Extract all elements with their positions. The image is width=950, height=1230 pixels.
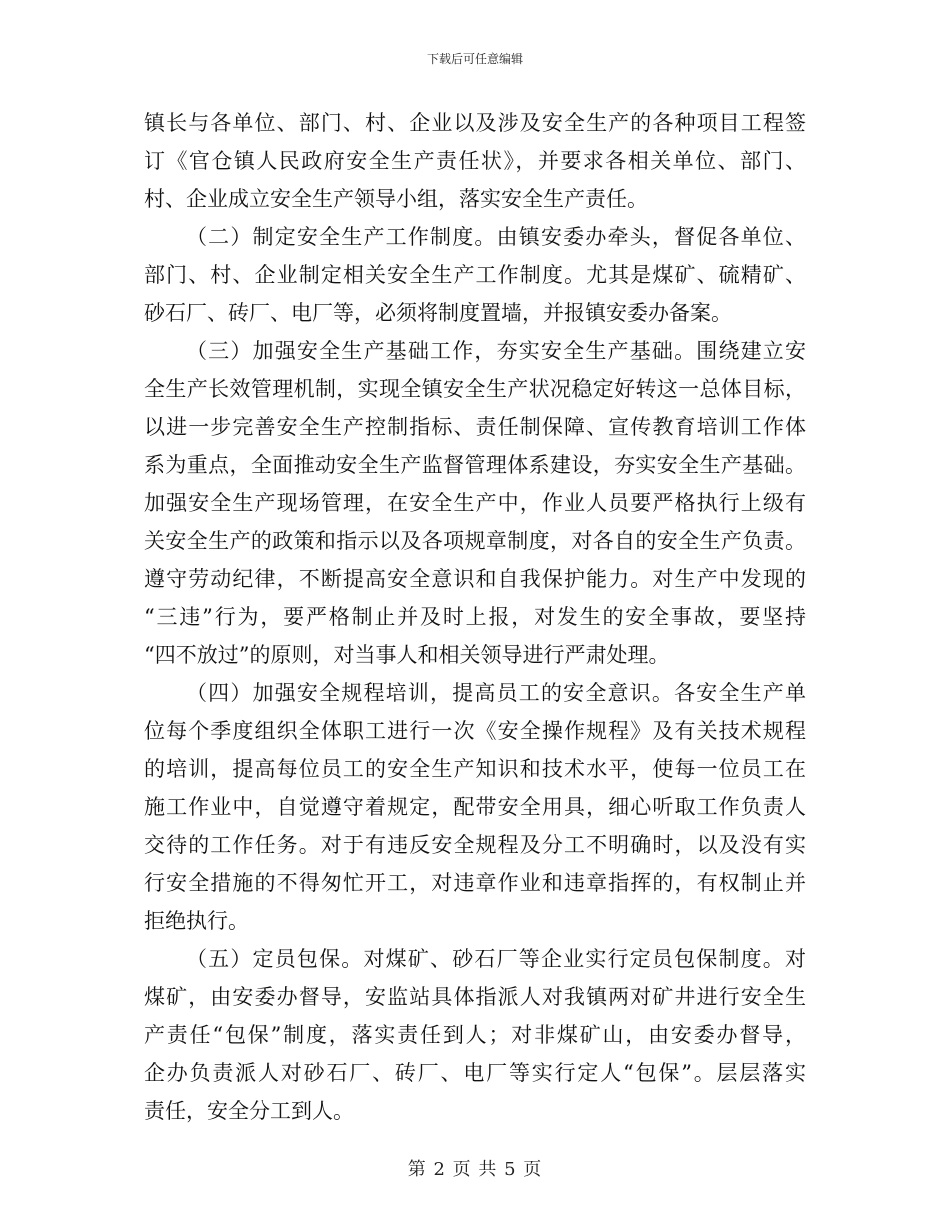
text-line: 煤矿，由安委办督导，安监站具体指派人对我镇两对矿井进行安全生 — [144, 985, 806, 1009]
text-line: （三）加强安全生产基础工作，夯实安全生产基础。围绕建立安 — [186, 339, 806, 363]
text-line: 遵守劳动纪律，不断提高安全意识和自我保护能力。对生产中发现的 — [144, 567, 806, 591]
document-body — [144, 104, 806, 1130]
page-header: 下载后可任意编辑 — [426, 52, 523, 66]
text-line: 砂石厂、砖厂、电厂等，必须将制度置墙，并报镇安委办备案。 — [144, 301, 732, 325]
paragraph — [144, 218, 806, 332]
text-line: 全生产长效管理机制，实现全镇安全生产状况稳定好转这一总体目标， — [144, 377, 806, 401]
text-line: 部门、村、企业制定相关安全生产工作制度。尤其是煤矿、硫精矿、 — [144, 263, 806, 287]
text-line: 镇长与各单位、部门、村、企业以及涉及安全生产的各种项目工程签 — [144, 111, 806, 135]
text-line: 订《官仓镇人民政府安全生产责任状》，并要求各相关单位、部门、 — [144, 149, 806, 173]
text-line: （四）加强安全规程培训，提高员工的安全意识。各安全生产单 — [186, 681, 806, 705]
text-line: 村、企业成立安全生产领导小组，落实安全生产责任。 — [144, 187, 648, 211]
page-number: 第 2 页 共 5 页 — [407, 1159, 543, 1180]
text-line: “三违”行为，要严格制止并及时上报，对发生的安全事故，要坚持 — [144, 605, 806, 629]
text-line: 系为重点，全面推动安全生产监督管理体系建设，夯实安全生产基础。 — [144, 453, 806, 477]
paragraph — [144, 674, 806, 940]
text-line: （二）制定安全生产工作制度。由镇安委办牵头，督促各单位、 — [186, 225, 806, 249]
text-line: 施工作业中，自觉遵守着规定，配带安全用具，细心听取工作负责人 — [144, 795, 806, 819]
text-line: 以进一步完善安全生产控制指标、责任制保障、宣传教育培训工作体 — [144, 415, 806, 439]
text-line: 行安全措施的不得匆忙开工，对违章作业和违章指挥的，有权制止并 — [144, 871, 806, 895]
text-line: 企办负责派人对砂石厂、砖厂、电厂等实行定人“包保”。层层落实 — [144, 1061, 806, 1085]
text-line: 的培训，提高每位员工的安全生产知识和技术水平，使每一位员工在 — [144, 757, 806, 781]
text-line: 交待的工作任务。对于有违反安全规程及分工不明确时，以及没有实 — [144, 833, 806, 857]
text-line: 责任，安全分工到人。 — [144, 1099, 354, 1123]
paragraph — [144, 332, 806, 674]
text-line: “四不放过”的原则，对当事人和相关领导进行严肃处理。 — [144, 643, 670, 667]
text-line: （五）定员包保。对煤矿、砂石厂等企业实行定员包保制度。对 — [186, 947, 806, 971]
paragraph — [144, 940, 806, 1130]
text-line: 加强安全生产现场管理，在安全生产中，作业人员要严格执行上级有 — [144, 491, 806, 515]
text-line: 位每个季度组织全体职工进行一次《安全操作规程》及有关技术规程 — [144, 719, 806, 743]
text-line: 关安全生产的政策和指示以及各项规章制度，对各自的安全生产负责。 — [144, 529, 806, 553]
paragraph — [144, 104, 806, 218]
text-line: 产责任“包保”制度，落实责任到人；对非煤矿山，由安委办督导， — [144, 1023, 806, 1047]
text-line: 拒绝执行。 — [144, 909, 249, 933]
